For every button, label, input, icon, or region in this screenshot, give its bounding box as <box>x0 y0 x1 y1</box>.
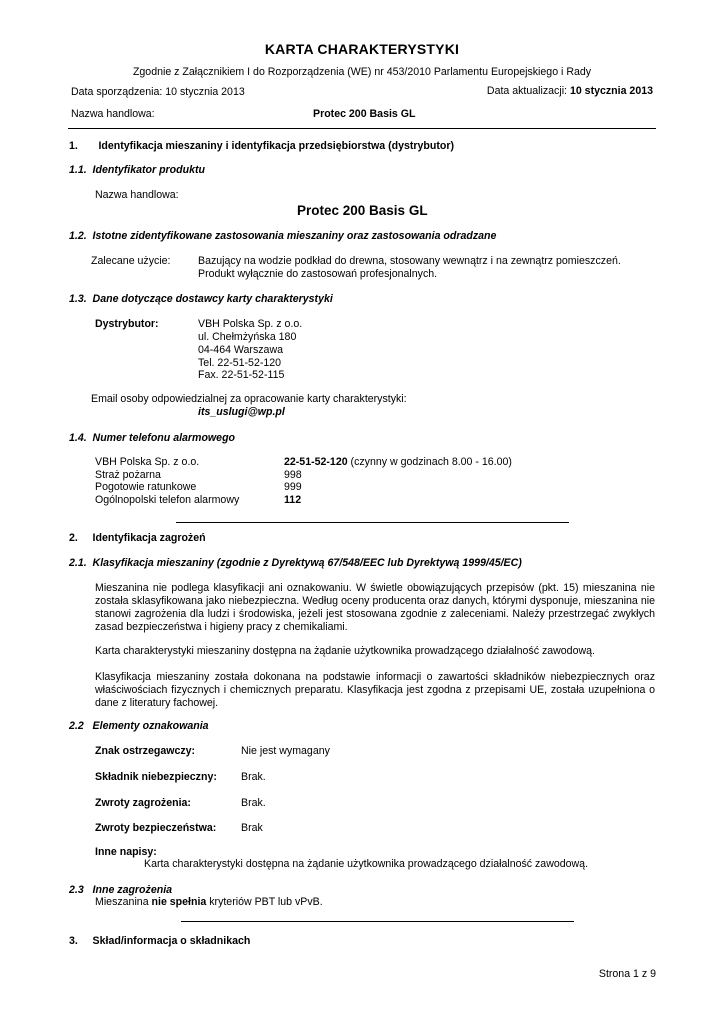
trade-name-label: Nazwa handlowa: <box>71 108 155 120</box>
section-1-3-heading: 1.3. Dane dotyczące dostawcy karty charakterystyki <box>69 293 333 305</box>
section-1-1-heading: 1.1. Identyfikator produktu <box>69 164 205 176</box>
classification-paragraph-1: Mieszanina nie podlega klasyfikacji ani oznakowaniu. W świetle obowiązujących przepisów (pkt. 15) mieszanina nie została sklasyfikowana jako niebezpieczna. Według oceny producenta oraz danych, którymi dysponuje, mieszanina nie stanowi zagrożenia dla ludzi i środowiska, jeżeli jest stosowana zgodnie z zaleceniami. Należy przestrzegać zwykłych zasad bezpieczeństwa i higieny pracy z chemikaliami. <box>95 582 655 633</box>
recommended-use-line-1: Bazujący na wodzie podkład do drewna, stosowany wewnątrz i na zewnątrz pomieszczeń. <box>198 255 621 267</box>
value-hazard-phrases: Brak. <box>241 797 266 809</box>
recommended-use-label: Zalecane użycie: <box>91 255 171 267</box>
created-date: Data sporządzenia: 10 stycznia 2013 <box>71 86 245 98</box>
phone-name-2: Straż pożarna <box>95 469 161 481</box>
distributor-city: 04-464 Warszawa <box>198 344 283 356</box>
distributor-label: Dystrybutor: <box>95 318 159 330</box>
distributor-fax: Fax. 22-51-52-115 <box>198 369 285 381</box>
distributor-phone: Tel. 22-51-52-120 <box>198 357 282 369</box>
s11-product-name: Protec 200 Basis GL <box>297 203 428 218</box>
section-2-3-heading: 2.3 Inne zagrożenia <box>69 884 173 896</box>
document-title: KARTA CHARAKTERYSTYKI <box>264 41 460 57</box>
classification-paragraph-3: Klasyfikacja mieszaniny została dokonana na podstawie informacji o zawartości składników niebezpiecznych oraz właściwościach fizycznych i chemicznych preparatu. Klasyfikacja jest zgodna z przepisami UE, została uzupełniona o dane z literatury fachowej. <box>95 671 655 709</box>
distributor-name: VBH Polska Sp. z o.o. <box>198 318 303 330</box>
other-hazards-pre: Mieszanina <box>95 896 152 908</box>
distributor-street: ul. Chełmżyńska 180 <box>198 331 297 343</box>
phone-number-3: 999 <box>284 481 302 493</box>
section-2-2-heading: 2.2 Elementy oznakowania <box>69 720 209 732</box>
section-2-heading: 2. Identyfikacja zagrożeń <box>69 532 206 544</box>
page-number: Strona 1 z 9 <box>598 968 656 980</box>
updated-value: 10 stycznia 2013 <box>569 85 653 97</box>
s11-trade-name-label: Nazwa handlowa: <box>95 189 179 201</box>
updated-date <box>487 85 653 97</box>
label-hazard-phrases: Zwroty zagrożenia: <box>95 797 191 809</box>
label-safety-phrases: Zwroty bezpieczeństwa: <box>95 822 217 834</box>
value-safety-phrases: Brak <box>241 822 263 834</box>
header-divider <box>68 128 656 129</box>
phone-name-3: Pogotowie ratunkowe <box>95 481 197 493</box>
label-hazardous-component: Składnik niebezpieczny: <box>95 771 217 783</box>
section-2-divider <box>181 921 574 922</box>
value-warning-sign: Nie jest wymagany <box>241 745 330 757</box>
regulation-line: Zgodnie z Załącznikiem I do Rozporządzenia (WE) nr 453/2010 Parlamentu Europejskiego i Rady <box>132 66 592 78</box>
phone-number-1 <box>284 456 512 468</box>
phone-number-2: 998 <box>284 469 302 481</box>
classification-paragraph-2: Karta charakterystyki mieszaniny dostępna na żądanie użytkownika prowadzącego działalność zawodową. <box>95 645 595 657</box>
phone-note: (czynny w godzinach 8.00 - 16.00) <box>347 456 512 468</box>
section-2-1-heading: 2.1. Klasyfikacja mieszaniny (zgodnie z Dyrektywą 67/548/EEC lub Dyrektywą 1999/45/EC) <box>69 557 522 569</box>
other-hazards-text <box>95 896 323 908</box>
other-hazards-bold: nie spełnia <box>151 896 207 908</box>
trade-name-value: Protec 200 Basis GL <box>313 108 416 120</box>
phone-number-value: 22-51-52-120 <box>284 456 348 468</box>
other-labels-text: Karta charakterystyki dostępna na żądanie użytkownika prowadzącego działalność zawodową. <box>144 858 589 870</box>
value-hazardous-component: Brak. <box>241 771 266 783</box>
section-3-heading: 3. Skład/informacja o składnikach <box>69 935 251 947</box>
label-warning-sign: Znak ostrzegawczy: <box>95 745 196 757</box>
phone-name-4: Ogólnopolski telefon alarmowy <box>95 494 240 506</box>
phone-number-4: 112 <box>284 494 302 506</box>
section-1-2-heading: 1.2. Istotne zidentyfikowane zastosowania mieszaniny oraz zastosowania odradzane <box>69 230 497 242</box>
section-1-heading: 1. Identyfikacja mieszaniny i identyfikacja przedsiębiorstwa (dystrybutor) <box>69 140 455 152</box>
email-value[interactable]: its_uslugi@wp.pl <box>198 406 285 418</box>
other-labels-label: Inne napisy: <box>95 846 157 858</box>
recommended-use-line-2: Produkt wyłącznie do zastosowań profesjonalnych. <box>198 268 438 280</box>
phone-name-1: VBH Polska Sp. z o.o. <box>95 456 200 468</box>
updated-label: Data aktualizacji: <box>486 85 570 97</box>
other-hazards-post: kryteriów PBT lub vPvB. <box>206 896 323 908</box>
section-1-4-heading: 1.4. Numer telefonu alarmowego <box>69 432 236 444</box>
email-label: Email osoby odpowiedzialnej za opracowanie karty charakterystyki: <box>91 393 407 405</box>
section-1-divider <box>176 522 569 523</box>
